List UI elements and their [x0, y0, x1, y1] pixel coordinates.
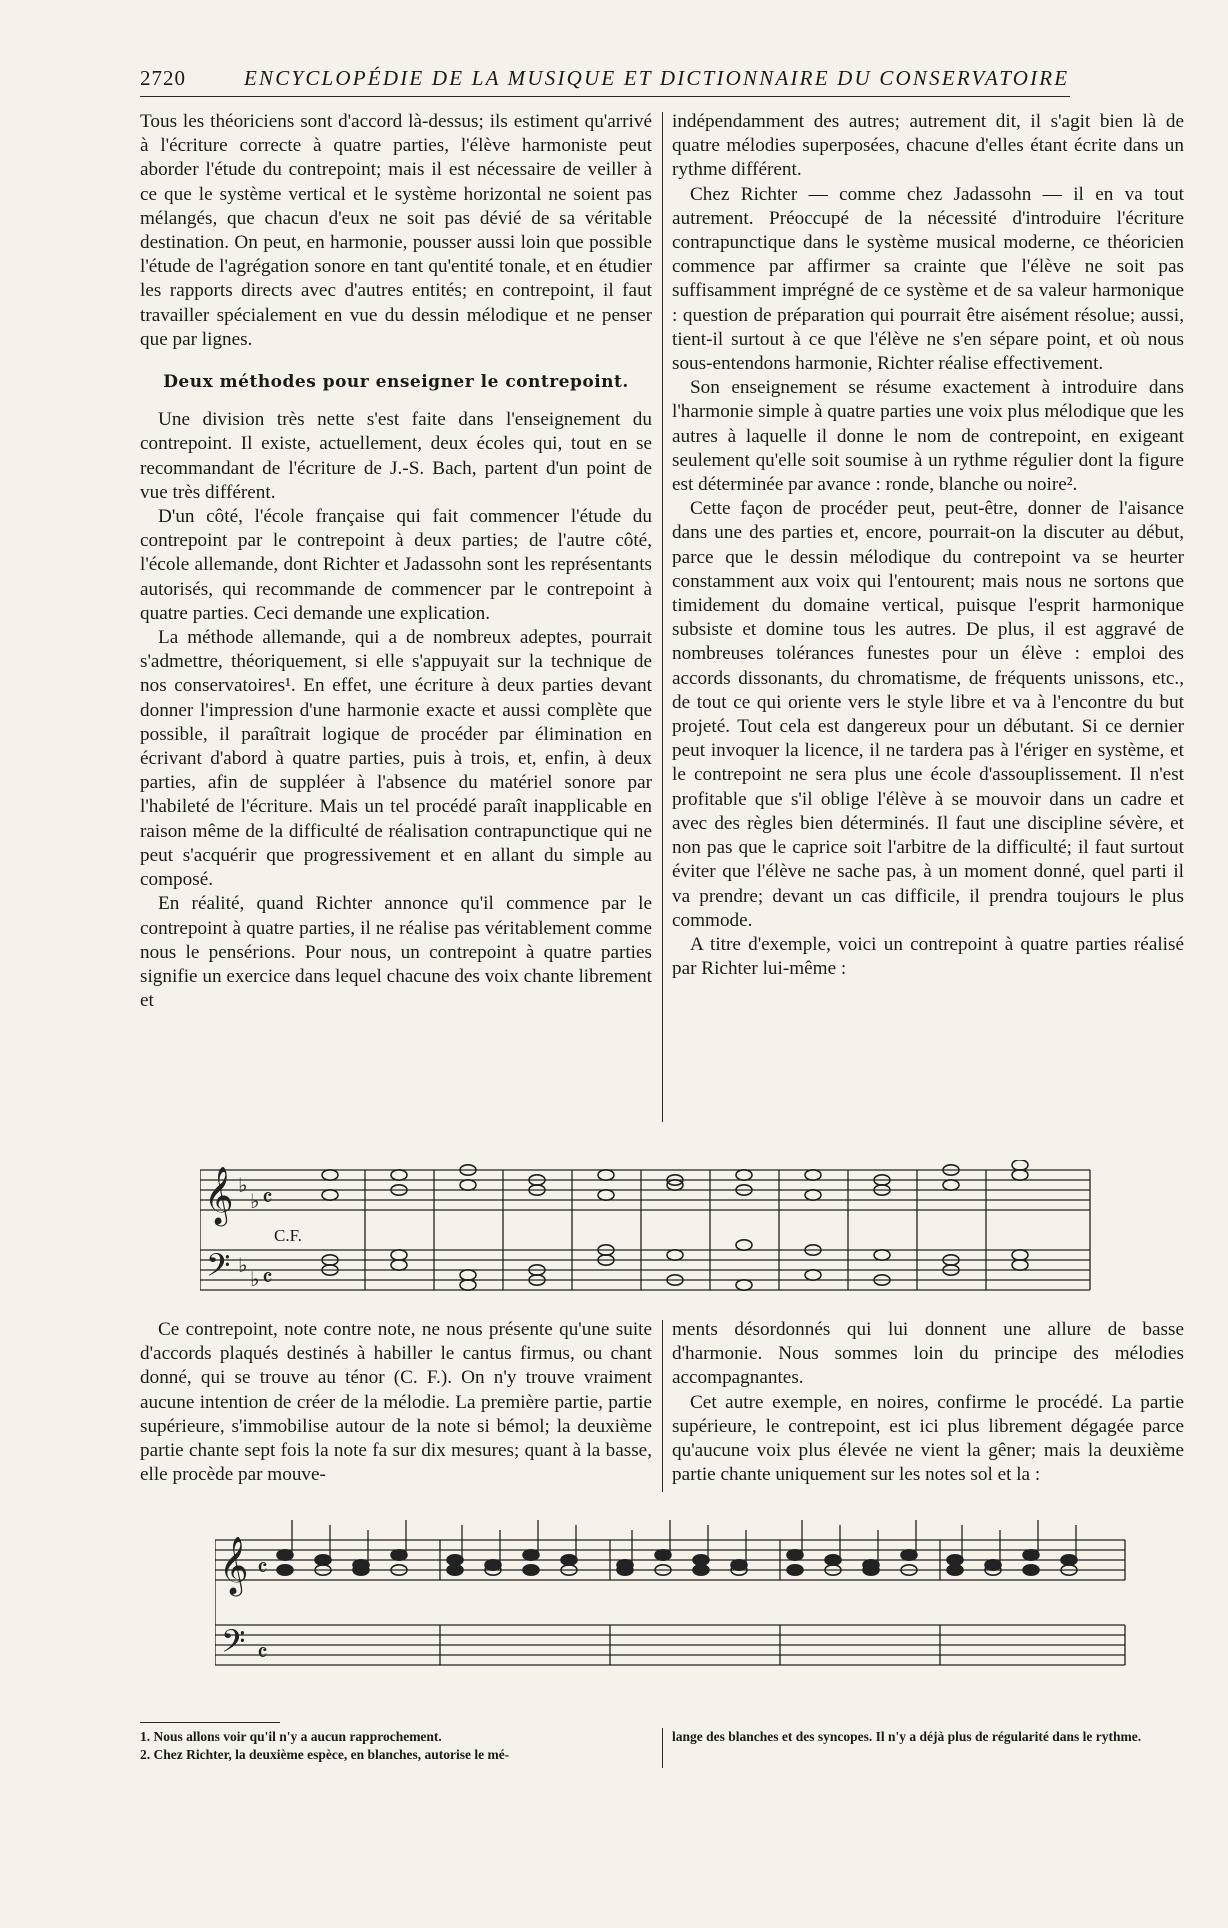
note-head	[825, 1555, 841, 1565]
note-head	[667, 1250, 683, 1260]
note-head	[447, 1555, 463, 1565]
column-divider	[662, 112, 663, 1122]
note-head	[787, 1550, 803, 1560]
note-head	[947, 1565, 963, 1575]
svg-text:𝄴: 𝄴	[262, 1184, 273, 1212]
footnotes-left	[140, 1728, 650, 1764]
note-head	[874, 1250, 890, 1260]
note-head	[901, 1550, 917, 1560]
note-head	[523, 1550, 539, 1560]
paragraph: En réalité, quand Richter annonce qu'il commence par le contrepoint à quatre parties, il ne réalise pas véritablement comme nous le pensérions. Pour nous, un contrepoint à quatre parties signifie un exercice dans lequel chacune des voix chante librement et	[140, 893, 652, 1012]
note-head	[391, 1260, 407, 1270]
paragraph: indépendamment des autres; autrement dit, il s'agit bien là de quatre mélodies superposées, chacune d'elles étant écrite dans un rythme différent.	[672, 111, 1184, 181]
left-column	[140, 110, 652, 1013]
paragraph: Son enseignement se résume exactement à introduire dans l'harmonie simple à quatre parties une voix plus mélodique que les autres à laquelle il donne le nom de contrepoint, en exigeant seulement qu'elle soit soumise à un rythme régulier dont la figure est déterminée par avance : ronde, blanche ou noire².	[672, 377, 1184, 496]
note-head	[617, 1565, 633, 1575]
lower-right-column	[672, 1318, 1184, 1487]
note-head	[1012, 1250, 1028, 1260]
note-head	[322, 1190, 338, 1200]
note-head	[805, 1190, 821, 1200]
note-head	[391, 1170, 407, 1180]
treble-clef-icon: 𝄞	[219, 1536, 249, 1594]
column-divider	[662, 1728, 663, 1768]
note-head	[315, 1555, 331, 1565]
note-head	[598, 1190, 614, 1200]
note-head	[655, 1550, 671, 1560]
svg-text:𝄴: 𝄴	[257, 1639, 268, 1667]
svg-text:♭: ♭	[250, 1267, 260, 1291]
paragraph: Cette façon de procéder peut, peut-être, donner de l'aisance dans une des parties et, encore, pourrait-on la discuter au début, parce que le dessin mélodique du contrepoint va se heurter constamment aux voix qui l'entourent; mais nous ne sortons que timidement du domaine vertical, puisque l'esprit harmonique subsiste et domine tous les autres. De plus, il est aggravé de nombreuses tolérances funestes pour un élève : emploi des accords dissonants, du chromatisme, de fréquents unissons, etc., de tout ce qui oriente vers le style libre et va à l'encontre du but projeté. Tout cela est dangereux pour un débutant. Si ce dernier peut invoquer la licence, il ne tardera pas à l'ériger en système, et le contrepoint ne sera plus une école d'assouplissement. Il n'est profitable que s'il oblige l'élève à se mouvoir dans un cadre et avec des règles bien déterminés. Il faut une discipline sévère, et non pas que le caprice soit l'arbitre de la difficulté; il faut surtout éviter que l'élève ne sache pas, à un moment donné, quel parti il va prendre; devant un cas difficile, il prendra toujours le plus commode.	[672, 498, 1184, 931]
svg-text:𝄴: 𝄴	[262, 1264, 273, 1292]
footnote-3: lange des blanches et des syncopes. Il n'y a déjà plus de régularité dans le rythme.	[672, 1729, 1142, 1744]
note-head	[523, 1565, 539, 1575]
right-column	[672, 110, 1184, 981]
paragraph: ments désordonnés qui lui donnent une allure de basse d'harmonie. Nous sommes loin du principe des mélodies accompagnantes.	[672, 1319, 1184, 1389]
note-head	[805, 1170, 821, 1180]
note-head	[1012, 1160, 1028, 1170]
note-head	[943, 1180, 959, 1190]
paragraph: Tous les théoriciens sont d'accord là-dessus; ils estiment qu'arrivé à l'écriture correcte à quatre parties, l'élève harmoniste peut aborder l'étude du contrepoint; mais il est nécessaire de veiller à ce que le système vertical et le système horizontal ne soient pas mélangés, que chacun d'eux ne soit pas dévié de sa véritable destination. On peut, en harmonie, pousser aussi loin que possible l'étude de l'agrégation sonore en tant qu'entité tonale, et en étudier les rapports directs avec d'autres entités; en contrepoint, il faut travailler spécialement en vue du dessin mélodique et ne penser que par lignes.	[140, 111, 652, 350]
note-head	[322, 1170, 338, 1180]
note-head	[736, 1240, 752, 1250]
section-heading: Deux méthodes pour enseigner le contrepoint.	[163, 372, 629, 393]
note-head	[391, 1250, 407, 1260]
note-head	[460, 1180, 476, 1190]
note-head	[1012, 1170, 1028, 1180]
note-head	[736, 1280, 752, 1290]
note-head	[947, 1555, 963, 1565]
note-head	[460, 1280, 476, 1290]
note-head	[863, 1565, 879, 1575]
note-head	[1023, 1565, 1039, 1575]
paragraph: Ce contrepoint, note contre note, ne nous présente qu'une suite d'accords plaqués destinés à habiller le cantus firmus, ou chant donné, qui se trouve au ténor (C. F.). On n'y trouve vraiment aucune intention de créer de la mélodie. La première partie, partie supérieure, s'immobilise autour de la note si bémol; la deuxième partie chante sept fois la note fa sur dix mesures; quant à la basse, elle procède par mouve-	[140, 1319, 652, 1486]
treble-clef-icon: 𝄞	[204, 1166, 234, 1224]
note-head	[277, 1565, 293, 1575]
note-head	[736, 1170, 752, 1180]
page-number: 2720	[140, 66, 186, 90]
paragraph: D'un côté, l'école française qui fait commencer l'étude du contrepoint par le contrepoint à deux parties; de l'autre côté, l'école allemande, dont Richter et Jadassohn sont les représentants autorisés, qui recommande de commencer par le contrepoint à quatre parties. Ceci demande une explication.	[140, 506, 652, 624]
paragraph: Cet autre exemple, en noires, confirme le procédé. La partie supérieure, le contrepoint, est ici plus librement dégagée parce qu'aucune voix plus élevée ne vient la gêner; mais la deuxième partie chante uniquement sur les notes sol et la :	[672, 1391, 1184, 1486]
note-head	[693, 1555, 709, 1565]
note-head	[693, 1565, 709, 1575]
bass-clef-icon: 𝄢	[206, 1247, 231, 1291]
footnote-1: 1. Nous allons voir qu'il n'y a aucun rapprochement.	[140, 1729, 442, 1744]
footnote-2: 2. Chez Richter, la deuxième espèce, en blanches, autorise le mé-	[140, 1747, 510, 1762]
svg-text:𝄴: 𝄴	[257, 1554, 268, 1582]
notes	[277, 1520, 1077, 1665]
note-head	[598, 1170, 614, 1180]
column-divider	[662, 1320, 663, 1492]
bass-clef-icon: 𝄢	[221, 1623, 246, 1667]
note-head	[391, 1550, 407, 1560]
note-head	[561, 1555, 577, 1565]
cantus-firmus-label: C.F.	[274, 1226, 302, 1245]
note-head	[1012, 1260, 1028, 1270]
paragraph: A titre d'exemple, voici un contrepoint à quatre parties réalisé par Richter lui-même :	[672, 933, 1184, 980]
note-head	[460, 1270, 476, 1280]
note-head	[1061, 1555, 1077, 1565]
footnote-rule	[140, 1722, 280, 1723]
note-head	[353, 1565, 369, 1575]
running-title: ENCYCLOPÉDIE DE LA MUSIQUE ET DICTIONNAIRE DU CONSERVATOIRE	[244, 66, 1070, 90]
paragraph: La méthode allemande, qui a de nombreux adeptes, pourrait s'admettre, théoriquement, si elle s'appuyait sur la technique de nos conservatoires¹. En effet, une écriture à deux parties devant donner l'impression d'une harmonie exacte et aussi complète que possible, il paraîtrait logique de procéder par élimination en écrivant d'abord à quatre parties, puis à trois, et, enfin, à deux parties, afin de suppléer à l'absence du matériel sonore par l'habileté de l'écriture. Mais un tel procédé paraît inapplicable en raison même de la difficulté de réalisation contrapunctique qui ne peut s'acquérir que progressivement et en allant du simple au composé.	[140, 627, 652, 891]
note-head	[787, 1565, 803, 1575]
footnotes-right	[672, 1728, 1182, 1746]
note-head	[447, 1565, 463, 1575]
note-head	[805, 1270, 821, 1280]
music-example-2	[215, 1510, 1135, 1680]
music-example-1	[200, 1160, 1100, 1300]
lower-left-column	[140, 1318, 652, 1487]
svg-text:♭: ♭	[238, 1173, 248, 1197]
paragraph: Chez Richter — comme chez Jadassohn — il en va tout autrement. Préoccupé de la nécessité d'introduire l'écriture contrapunctique dans le système musical moderne, ce théoricien commence par affirmer sa crainte que l'élève ne soit pas suffisamment imprégné de ce système et de sa valeur harmonique : question de préparation qui pourrait être aisément résolue; aussi, tient-il surtout à ce que l'élève ne s'en sépare point, et où nous sous-entendons harmonie, Richter réalise effectivement.	[672, 183, 1184, 375]
note-head	[277, 1550, 293, 1560]
paragraph: Une division très nette s'est faite dans l'enseignement du contrepoint. Il existe, actuellement, deux écoles qui, tout en se recommandant de l'écriture de J.-S. Bach, partent d'un point de vue très différent.	[140, 409, 652, 503]
svg-text:♭: ♭	[238, 1253, 248, 1277]
svg-text:♭: ♭	[250, 1189, 260, 1213]
page-header	[140, 62, 1070, 97]
note-head	[1023, 1550, 1039, 1560]
